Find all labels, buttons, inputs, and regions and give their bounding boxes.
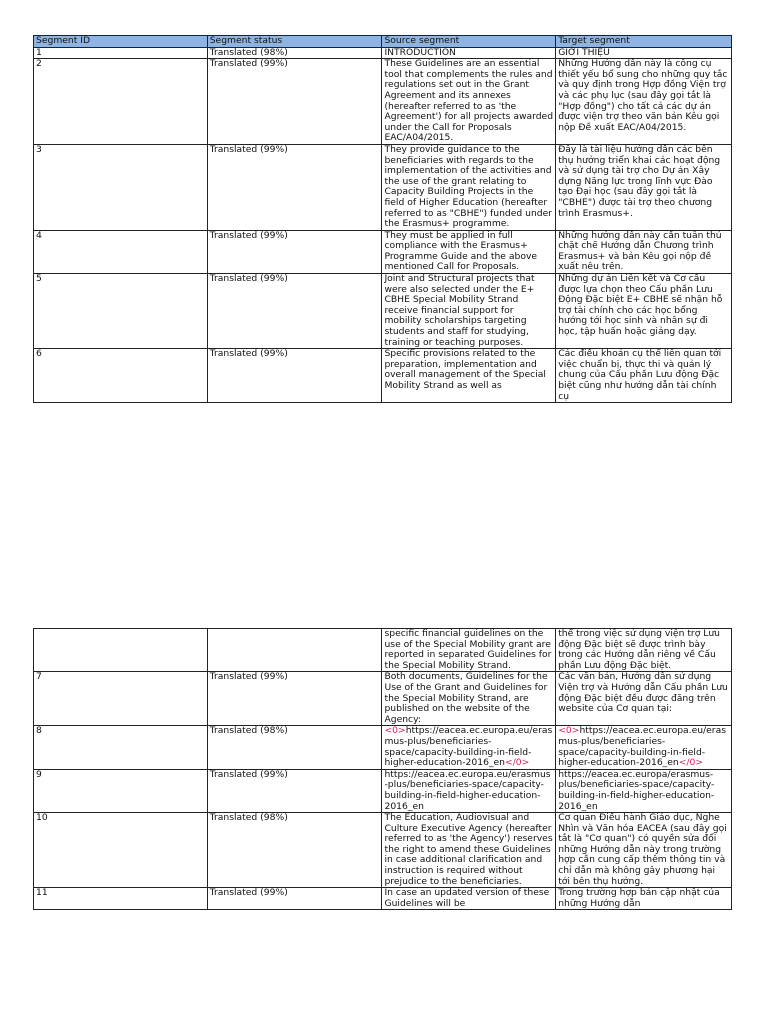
- inline-tag-close: </0>: [505, 757, 530, 769]
- table-row: [34, 769, 732, 812]
- segment-id: [34, 629, 208, 672]
- segment-status: Translated (99%): [207, 274, 382, 349]
- segment-id: 7: [34, 672, 208, 726]
- target-segment: Những dự án Liên kết và Cơ cấu được lựa chọn theo Cấu phần Lưu Động Đặc biệt E+ CBHE sẽ nhận hỗ trợ tài chính cho các học bổng hướng tới học sinh và nhân sự đi học, tập huấn hoặc giảng dạy.: [556, 274, 732, 349]
- source-segment: They provide guidance to the beneficiaries with regards to the implementation of the activities and the use of the grant relating to Capacity Building Projects in the field of Higher Education (hereafter referred to as "CBHE") funded under the Erasmus+ programme.: [382, 144, 556, 230]
- source-segment: specific financial guidelines on the use of the Special Mobility grant are reported in separated Guidelines for the Special Mobility Strand.: [382, 629, 556, 672]
- segment-id: 6: [34, 349, 208, 403]
- header-segment-status: Segment status: [207, 36, 382, 48]
- table-row-continued: [34, 629, 732, 672]
- segment-status: Translated (98%): [207, 47, 382, 59]
- source-segment: In case an updated version of these Guidelines will be: [382, 888, 556, 910]
- segment-status: Translated (99%): [207, 230, 382, 273]
- segment-status: Translated (99%): [207, 144, 382, 230]
- source-segment: Joint and Structural projects that were also selected under the E+ CBHE Special Mobility Strand receive financial support for mobility scholarships targeting students and staff for studying, training or teaching purposes.: [382, 274, 556, 349]
- segment-table-page-2: [33, 628, 732, 910]
- segment-status: Translated (99%): [207, 888, 382, 910]
- segment-status: Translated (99%): [207, 672, 382, 726]
- source-segment: https://eacea.ec.europa.eu/erasmus-plus/beneficiaries-space/capacity-building-in-field-higher-education-2016_en: [382, 769, 556, 812]
- table-row: [34, 274, 732, 349]
- segment-status: Translated (99%): [207, 59, 382, 145]
- segment-id: 2: [34, 59, 208, 145]
- source-segment: These Guidelines are an essential tool that complements the rules and regulations set out in the Grant Agreement and its annexes (hereafter referred to as 'the Agreement') for all projects awarded under the Call for Proposals EAC/A04/2015.: [382, 59, 556, 145]
- segment-status: Translated (98%): [207, 813, 382, 888]
- source-segment: The Education, Audiovisual and Culture Executive Agency (hereafter referred to as 'the Agency') reserves the right to amend these Guidelines in case additional clarification and instruction is required without prejudice to the beneficiaries.: [382, 813, 556, 888]
- table-row: [34, 230, 732, 273]
- table-row: [34, 349, 732, 403]
- target-segment: Cơ quan Điều hành Giáo dục, Nghe Nhìn và Văn hóa EACEA (sau đây gọi tắt là "Cơ quan") có quyền sửa đổi những Hướng dẫn này trong trường hợp cần cung cấp thêm thông tin và chỉ dẫn mà không gây phương hại tới bên thụ hưởng.: [556, 813, 732, 888]
- target-segment: thể trong việc sử dụng viện trợ Lưu động Đặc biệt sẽ được trình bày trong các Hướng dẫn riêng về Cấu phần Lưu động Đặc biệt.: [556, 629, 732, 672]
- target-segment: Đây là tài liệu hướng dẫn các bên thụ hưởng triển khai các hoạt động và sử dụng tài trợ cho Dự án Xây dựng Năng lực trong lĩnh vực Đào tạo Đại học (sau đây gọi tắt là "CBHE") được tài trợ theo chương trình Erasmus+.: [556, 144, 732, 230]
- target-segment: Những hướng dẫn này cần tuân thủ chặt chẽ Hướng dẫn Chương trình Erasmus+ và bản Kêu gọi nộp đề xuất nêu trên.: [556, 230, 732, 273]
- target-segment: https://eacea.ec.europa/erasmus-plus/beneficiaries-space/capacity-building-in-field-higher-education-2016_en: [556, 769, 732, 812]
- table-row: [34, 726, 732, 769]
- header-source-segment: Source segment: [382, 36, 556, 48]
- target-segment: [556, 726, 732, 769]
- target-segment: Các văn bản, Hướng dẫn sử dụng Viện trợ và Hướng dẫn Cấu phần Lưu động Đặc biệt đều được đăng trên website của Cơ quan tại:: [556, 672, 732, 726]
- target-url: https://eacea.ec.europa.eu/erasmus-plus/beneficiaries-space/capacity-building-in-field-higher-education-2016_en: [558, 725, 727, 769]
- inline-tag-open: <0>: [558, 725, 580, 737]
- header-target-segment: Target segment: [556, 36, 732, 48]
- header-segment-id: Segment ID: [34, 36, 208, 48]
- source-segment: Both documents, Guidelines for the Use of the Grant and Guidelines for the Special Mobility Strand, are published on the website of the Agency:: [382, 672, 556, 726]
- table-row: [34, 59, 732, 145]
- source-url: https://eacea.ec.europa.eu/erasmus-plus/beneficiaries-space/capacity-building-in-field-higher-education-2016_en: [384, 725, 553, 769]
- source-segment: INTRODUCTION: [382, 47, 556, 59]
- target-segment: Những Hướng dẫn này là công cụ thiết yếu bổ sung cho những quy tắc và quy định trong Hợp đồng Viện trợ và các phụ lục (sau đây gọi tắt là "Hợp đồng") cho tất cả các dự án được viện trợ theo văn bản Kêu gọi nộp Đề xuất EAC/A04/2015.: [556, 59, 732, 145]
- table-row: [34, 672, 732, 726]
- segment-id: 1: [34, 47, 208, 59]
- table-row: [34, 888, 732, 910]
- segment-id: 3: [34, 144, 208, 230]
- segment-id: 5: [34, 274, 208, 349]
- segment-status: Translated (98%): [207, 726, 382, 769]
- table-row: [34, 813, 732, 888]
- segment-status: [207, 629, 382, 672]
- segment-status: Translated (99%): [207, 769, 382, 812]
- target-segment: Trong trường hợp bản cập nhật của những Hướng dẫn: [556, 888, 732, 910]
- source-segment: They must be applied in full compliance with the Erasmus+ Programme Guide and the above mentioned Call for Proposals.: [382, 230, 556, 273]
- target-segment: GIỚI THIỆU: [556, 47, 732, 59]
- table-row: [34, 47, 732, 59]
- segment-table-page-1: [33, 35, 732, 403]
- segment-id: 8: [34, 726, 208, 769]
- target-segment: Các điều khoản cụ thể liên quan tới việc chuẩn bị, thực thi và quản lý chung của Cấu phần Lưu động Đặc biệt cũng như hướng dẫn tài chính cụ: [556, 349, 732, 403]
- segment-status: Translated (99%): [207, 349, 382, 403]
- segment-id: 11: [34, 888, 208, 910]
- segment-id: 10: [34, 813, 208, 888]
- table-header-row: [34, 36, 732, 48]
- inline-tag-open: <0>: [384, 725, 406, 737]
- segment-id: 4: [34, 230, 208, 273]
- segment-id: 9: [34, 769, 208, 812]
- inline-tag-close: </0>: [678, 757, 704, 769]
- source-segment: [382, 726, 556, 769]
- source-segment: Specific provisions related to the preparation, implementation and overall management of the Special Mobility Strand as well as: [382, 349, 556, 403]
- table-row: [34, 144, 732, 230]
